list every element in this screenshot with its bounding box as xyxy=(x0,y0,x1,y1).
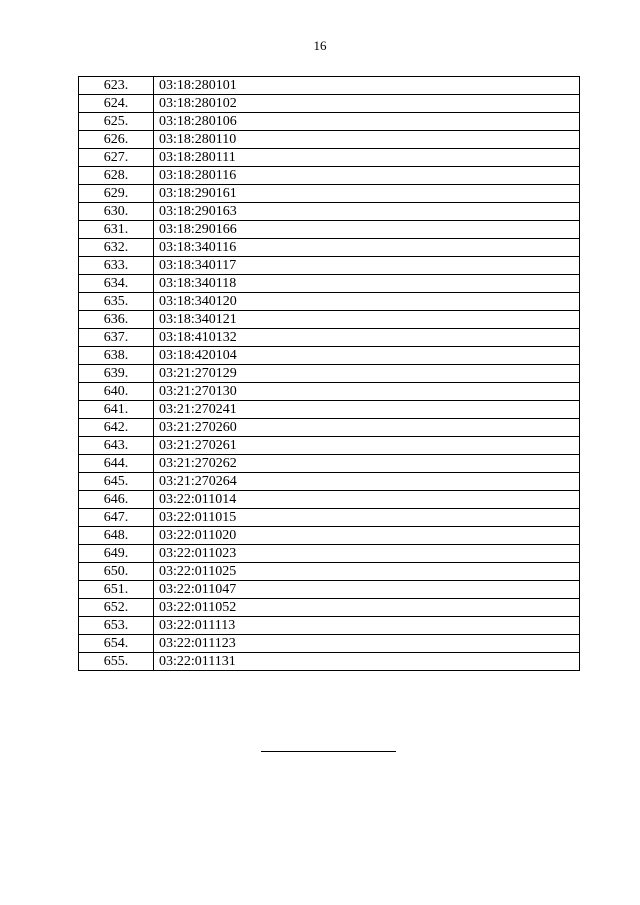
cadastral-code: 03:18:290163 xyxy=(154,203,580,221)
cadastral-code: 03:18:280102 xyxy=(154,95,580,113)
row-number: 651. xyxy=(79,581,154,599)
registry-table xyxy=(78,76,580,671)
row-number: 635. xyxy=(79,293,154,311)
row-number: 649. xyxy=(79,545,154,563)
table-row xyxy=(79,221,580,239)
table-row xyxy=(79,257,580,275)
table-row xyxy=(79,95,580,113)
row-number: 624. xyxy=(79,95,154,113)
row-number: 634. xyxy=(79,275,154,293)
table-row xyxy=(79,365,580,383)
table-row xyxy=(79,545,580,563)
cadastral-code: 03:21:270262 xyxy=(154,455,580,473)
cadastral-code: 03:18:290166 xyxy=(154,221,580,239)
cadastral-code: 03:18:340116 xyxy=(154,239,580,257)
table-row xyxy=(79,239,580,257)
table-row xyxy=(79,509,580,527)
cadastral-code: 03:18:340120 xyxy=(154,293,580,311)
row-number: 628. xyxy=(79,167,154,185)
table-row xyxy=(79,491,580,509)
cadastral-code: 03:18:280106 xyxy=(154,113,580,131)
row-number: 644. xyxy=(79,455,154,473)
cadastral-code: 03:18:280116 xyxy=(154,167,580,185)
table-row xyxy=(79,293,580,311)
cadastral-code: 03:18:410132 xyxy=(154,329,580,347)
table-row xyxy=(79,77,580,95)
row-number: 650. xyxy=(79,563,154,581)
cadastral-code: 03:22:011023 xyxy=(154,545,580,563)
cadastral-code: 03:21:270264 xyxy=(154,473,580,491)
row-number: 625. xyxy=(79,113,154,131)
row-number: 631. xyxy=(79,221,154,239)
cadastral-code: 03:22:011014 xyxy=(154,491,580,509)
table-row xyxy=(79,635,580,653)
row-number: 623. xyxy=(79,77,154,95)
cadastral-code: 03:18:280101 xyxy=(154,77,580,95)
cadastral-code: 03:21:270241 xyxy=(154,401,580,419)
table-row xyxy=(79,437,580,455)
row-number: 632. xyxy=(79,239,154,257)
row-number: 638. xyxy=(79,347,154,365)
table-row xyxy=(79,383,580,401)
row-number: 639. xyxy=(79,365,154,383)
cadastral-code: 03:22:011113 xyxy=(154,617,580,635)
row-number: 646. xyxy=(79,491,154,509)
row-number: 645. xyxy=(79,473,154,491)
row-number: 648. xyxy=(79,527,154,545)
table-row xyxy=(79,419,580,437)
table-row xyxy=(79,203,580,221)
page-number: 16 xyxy=(313,38,327,53)
table-row xyxy=(79,311,580,329)
cadastral-code: 03:21:270130 xyxy=(154,383,580,401)
table-row xyxy=(79,455,580,473)
table-row xyxy=(79,185,580,203)
cadastral-code: 03:22:011047 xyxy=(154,581,580,599)
row-number: 640. xyxy=(79,383,154,401)
table-row xyxy=(79,527,580,545)
row-number: 652. xyxy=(79,599,154,617)
row-number: 637. xyxy=(79,329,154,347)
cadastral-code: 03:22:011131 xyxy=(154,653,580,671)
cadastral-code: 03:18:340118 xyxy=(154,275,580,293)
cadastral-code: 03:18:280110 xyxy=(154,131,580,149)
cadastral-code: 03:18:420104 xyxy=(154,347,580,365)
row-number: 653. xyxy=(79,617,154,635)
cadastral-code: 03:22:011052 xyxy=(154,599,580,617)
table-row xyxy=(79,653,580,671)
cadastral-code: 03:18:340117 xyxy=(154,257,580,275)
row-number: 629. xyxy=(79,185,154,203)
end-of-document-rule xyxy=(261,751,396,752)
row-number: 630. xyxy=(79,203,154,221)
row-number: 654. xyxy=(79,635,154,653)
row-number: 647. xyxy=(79,509,154,527)
cadastral-code: 03:18:280111 xyxy=(154,149,580,167)
registry-table-body xyxy=(79,77,580,671)
table-row xyxy=(79,149,580,167)
cadastral-code: 03:22:011020 xyxy=(154,527,580,545)
cadastral-code: 03:21:270260 xyxy=(154,419,580,437)
row-number: 633. xyxy=(79,257,154,275)
table-row xyxy=(79,347,580,365)
table-row xyxy=(79,473,580,491)
row-number: 643. xyxy=(79,437,154,455)
cadastral-code: 03:18:290161 xyxy=(154,185,580,203)
table-row xyxy=(79,599,580,617)
table-row xyxy=(79,563,580,581)
cadastral-code: 03:22:011025 xyxy=(154,563,580,581)
row-number: 655. xyxy=(79,653,154,671)
table-row xyxy=(79,401,580,419)
row-number: 626. xyxy=(79,131,154,149)
row-number: 641. xyxy=(79,401,154,419)
table-row xyxy=(79,167,580,185)
row-number: 642. xyxy=(79,419,154,437)
table-row xyxy=(79,581,580,599)
cadastral-code: 03:21:270129 xyxy=(154,365,580,383)
table-row xyxy=(79,113,580,131)
row-number: 627. xyxy=(79,149,154,167)
cadastral-code: 03:18:340121 xyxy=(154,311,580,329)
cadastral-code: 03:22:011015 xyxy=(154,509,580,527)
cadastral-code: 03:22:011123 xyxy=(154,635,580,653)
table-row xyxy=(79,617,580,635)
row-number: 636. xyxy=(79,311,154,329)
table-row xyxy=(79,131,580,149)
cadastral-code: 03:21:270261 xyxy=(154,437,580,455)
table-row xyxy=(79,329,580,347)
table-row xyxy=(79,275,580,293)
